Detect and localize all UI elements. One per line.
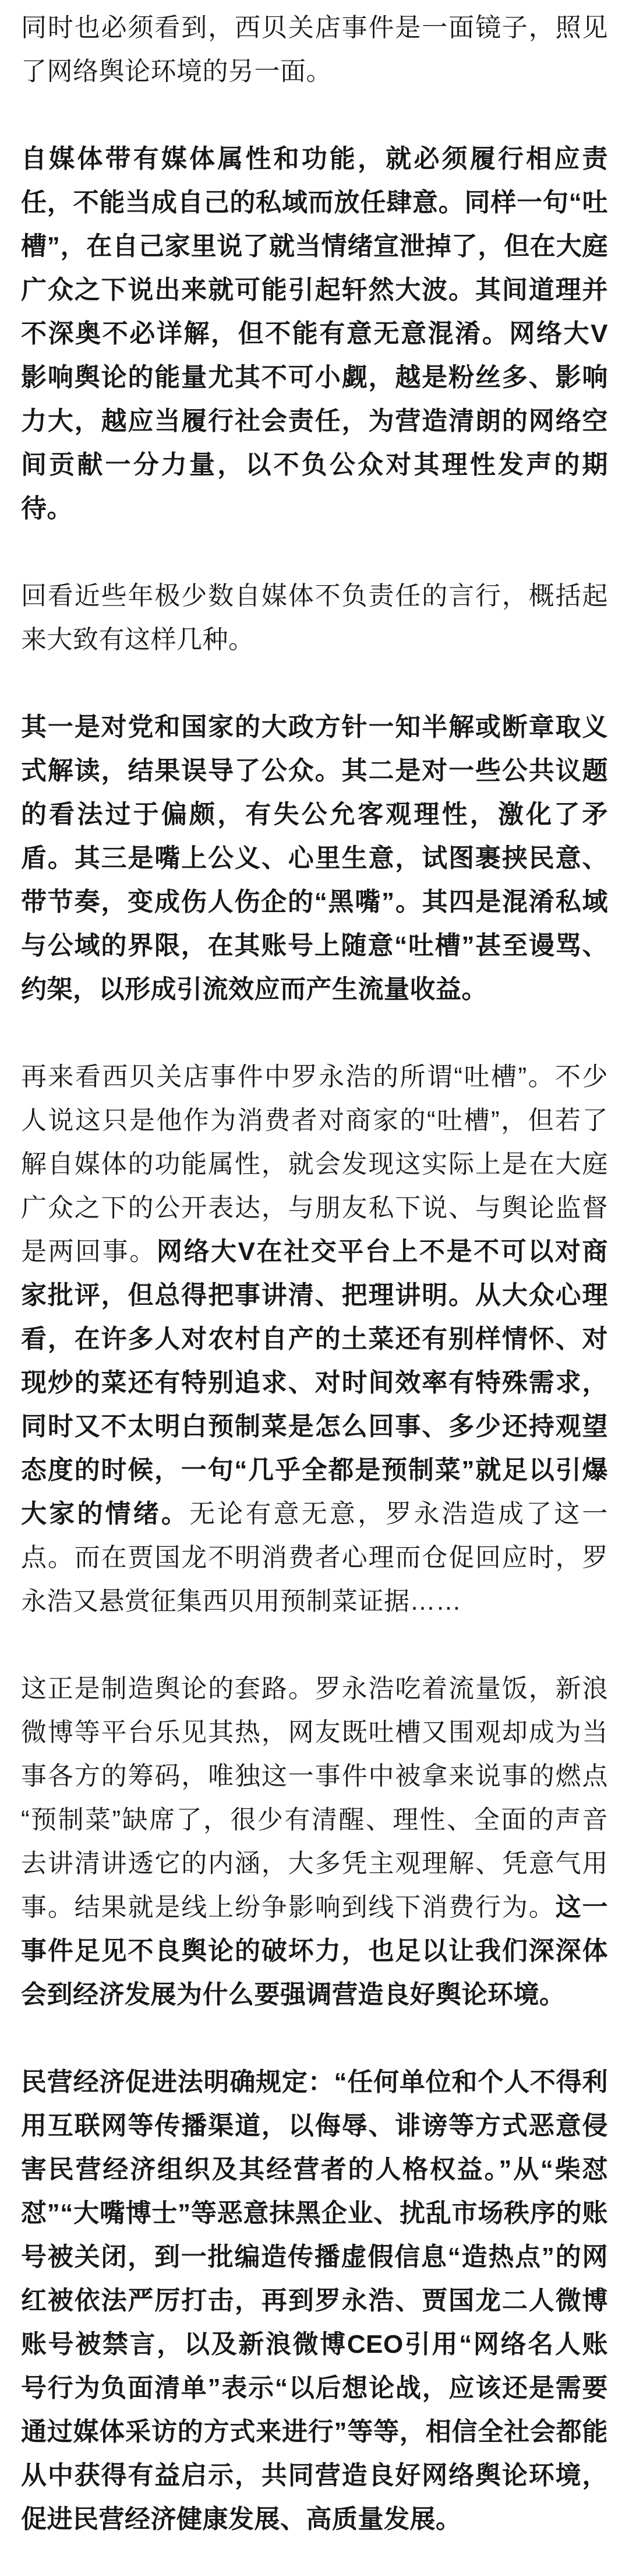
bold-text-run: 网络大V在社交平台上不是不可以对商家批评，但总得把事讲清、把理讲明。从大众心理看，在许多人对农村自产的土菜还有别样情怀、对现炒的菜还有特别追求、对时间效率有特殊需求，同时又不太明白预制菜是怎么回事、多少还持观望态度的时候，一句“几乎全都是预制菜”就足以引爆大家的情绪。 [21,1237,608,1528]
text-run: 无论有意无意，罗永浩造成了这一点。而在贾国龙不明消费者心理而仓促回应时，罗永浩又悬赏征集西贝用预制菜证据…… [21,1500,609,1616]
bold-text-run: 自媒体带有媒体属性和功能，就必须履行相应责任，不能当成自己的私域而放任肆意。同样一句“吐槽”，在自己家里说了就当情绪宣泄掉了，但在大庭广众之下说出来就可能引起轩然大波。其间道理并不深奥不必详解，但不能有意无意混淆。网络大V影响舆论的能量尤其不可小觑，越是粉丝多、影响力大，越应当履行社会责任，为营造清朗的网络空间贡献一分力量，以不负公众对其理性发声的期待。 [21,145,608,523]
text-run: 这正是制造舆论的套路。罗永浩吃着流量饭，新浪微博等平台乐见其热，网友既吐槽又围观却成为当事各方的筹码，唯独这一事件中被拿来说事的燃点“预制菜”缺席了，很少有清醒、理性、全面的声音去讲清讲透它的内涵，大多凭主观理解、凭意气用事。结果就是线上纷争影响到线下消费行为。 [21,1674,608,1922]
text-run: 回看近些年极少数自媒体不负责任的言行，概括起来大致有这样几种。 [21,582,608,654]
bold-text-run: 其一是对党和国家的大政方针一知半解或断章取义式解读，结果误导了公众。其二是对一些公共议题的看法过于偏颇，有失公允客观理性，激化了矛盾。其三是嘴上公义、心里生意，试图裹挟民意、带节奏，变成伤人伤企的“黑嘴”。其四是混淆私域与公域的界限，在其账号上随意“吐槽”甚至谩骂、约架，以形成引流效应而产生流量收益。 [21,713,608,1004]
text-run: 同时也必须看到，西贝关店事件是一面镜子，照见了网络舆论环境的另一面。 [21,13,608,86]
paragraph [21,1055,608,1623]
paragraph [21,1667,608,2017]
paragraph [21,2060,608,2541]
paragraph [21,137,608,530]
paragraph [21,705,608,1011]
bold-text-run: 民营经济促进法明确规定：“任何单位和个人不得利用互联网等传播渠道，以侮辱、诽谤等方式恶意侵害民营经济组织及其经营者的人格权益。”从“柴怼怼”“大嘴博士”等恶意抹黑企业、扰乱市场秩序的账号被关闭，到一批编造传播虚假信息“造热点”的网红被依法严厉打击，再到罗永浩、贾国龙二人微博账号被禁言，以及新浪微博CEO引用“网络名人账号行为负面清单”表示“以后想论战，应该还是需要通过媒体采访的方式来进行”等等，相信全社会都能从中获得有益启示，共同营造良好网络舆论环境，促进民营经济健康发展、高质量发展。 [21,2068,608,2533]
text-run: 再来看西贝关店事件中罗永浩的所谓“吐槽”。不少人说这只是他作为消费者对商家的“吐槽”，但若了解自媒体的功能属性，就会发现这实际上是在大庭广众之下的公开表达，与朋友私下说、与舆论监督是两回事。 [21,1062,608,1266]
paragraph [21,574,608,661]
paragraph [21,6,608,93]
bold-text-run: 这一事件足见不良舆论的破坏力，也足以让我们深深体会到经济发展为什么要强调营造良好舆论环境。 [21,1893,609,2009]
